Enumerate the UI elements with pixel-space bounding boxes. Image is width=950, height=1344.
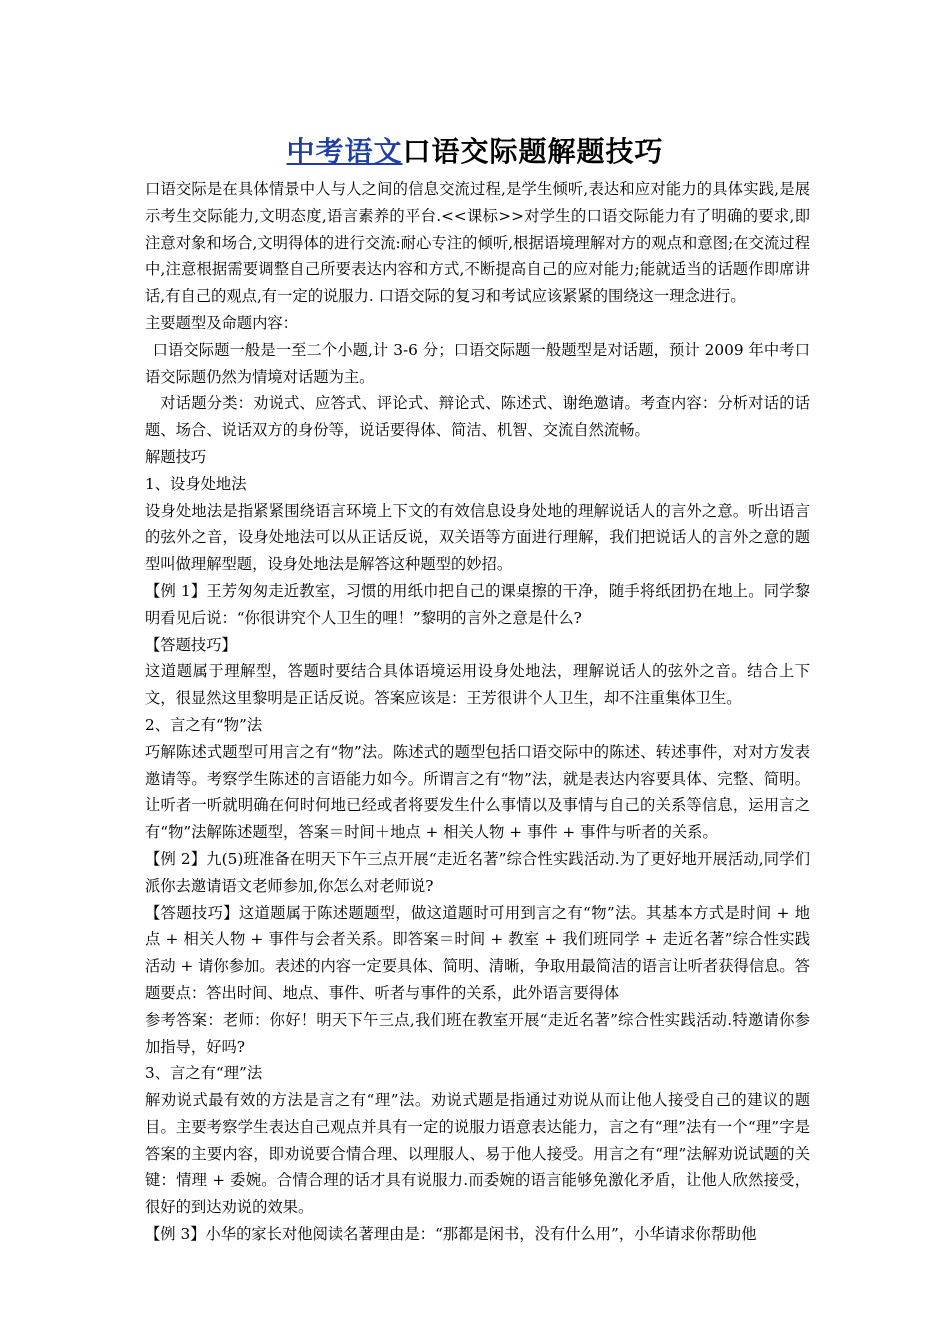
- intro-paragraph: 口语交际是在具体情景中人与人之间的信息交流过程,是学生倾听,表达和应对能力的具体实践,是展示考生交际能力,文明态度,语言素养的平台.<<课标>>对学生的口语交际能力有了明确的要求,即注意对象和场合,文明得体的进行交流:耐心专注的倾听,根据语境理解对方的观点和意图;在交流过程中,注意根据需要调整自己所要表达内容和方式,不断提高自己的应对能力;能就适当的话题作即席讲话,有自己的观点,有一定的说服力. 口语交际的复习和考试应该紧紧的围绕这一理念进行。: [145, 180, 810, 306]
- method-heading: 2、言之有“物”法: [145, 715, 263, 734]
- paragraph: 对话题分类：劝说式、应答式、评论式、辩论式、陈述式、谢绝邀请。考查内容：分析对话的话题、场合、说话双方的身份等，说话要得体、简洁、机智、交流自然流畅。: [145, 394, 810, 440]
- section-heading: 解题技巧: [145, 447, 207, 466]
- paragraph: 口语交际题一般是一至二个小题,计 3-6 分；口语交际题一般题型是对话题，预计 2009 年中考口语交际题仍然为情境对话题为主。: [145, 340, 810, 386]
- example-paragraph: 【例 3】小华的家长对他阅读名著理由是：“那都是闲书，没有什么用”，小华请求你帮助他: [145, 1225, 757, 1244]
- paragraph: 巧解陈述式题型可用言之有“物”法。陈述式的题型包括口语交际中的陈述、转述事件，对对方发表邀请等。考察学生陈述的言语能力如今。所谓言之有“物”法，就是表达内容要具体、完整、简明。让听者一听就明确在何时何地已经或者将要发生什么事情以及事情与自己的关系等信息，运用言之有“物”法解陈述题型，答案＝时间＋地点 + 相关人物 + 事件 + 事件与听者的关系。: [145, 742, 810, 842]
- example-paragraph: 【例 2】九(5)班准备在明天下午三点开展“走近名著”综合性实践活动.为了更好地开展活动,同学们派你去邀请语文老师参加,你怎么对老师说?: [145, 849, 810, 895]
- title-text: 口语交际题解题技巧: [402, 135, 664, 168]
- tip-paragraph: 【答题技巧】这道题属于陈述题题型，做这道题时可用到言之有“物”法。其基本方式是时间 + 地点 + 相关人物 + 事件与会者关系。即答案＝时间 + 教室 + 我们班同学 + 走近名著”综合性实践活动 + 请你参加。表述的内容一定要具体、简明、清晰，争取用最简洁的语言让听者获得信息。答题要点：答出时间、地点、事件、听者与事件的关系，此外语言要得体: [145, 903, 811, 1002]
- paragraph: 这道题属于理解型，答题时要结合具体语境运用设身处地法，理解说话人的弦外之音。结合上下文，很显然这里黎明是正话反说。答案应该是：王芳很讲个人卫生，却不注重集体卫生。: [145, 662, 810, 708]
- section-heading: 主要题型及命题内容：: [145, 313, 298, 332]
- paragraph: 设身处地法是指紧紧围绕语言环境上下文的有效信息设身处地的理解说话人的言外之意。听出语言的弦外之音，设身处地法可以从正话反说，双关语等方面进行理解，我们把说话人的言外之意的题型叫做理解型题，设身处地法是解答这种题型的妙招。: [145, 501, 810, 574]
- method-heading: 1、设身处地法: [145, 474, 247, 493]
- title-link[interactable]: 中考语文: [286, 135, 403, 168]
- tip-heading: 【答题技巧】: [145, 635, 237, 654]
- document-body: [145, 176, 810, 1248]
- answer-paragraph: 参考答案：老师：你好！明天下午三点,我们班在教室开展“走近名著”综合性实践活动.特邀请你参加指导，好吗?: [145, 1010, 810, 1056]
- example-paragraph: 【例 1】王芳匆匆走近教室，习惯的用纸巾把自己的课桌擦的干净，随手将纸团扔在地上。同学黎明看见后说：“你很讲究个人卫生的哩！”黎明的言外之意是什么?: [145, 581, 810, 627]
- paragraph: 解劝说式最有效的方法是言之有“理”法。劝说式题是指通过劝说从而让他人接受自己的建议的题目。主要考察学生表达自己观点并具有一定的说服力语意表达能力，言之有“理”法有一个“理”字是答案的主要内容，即劝说要合情合理、以理服人、易于他人接受。用言之有“理”法解劝说试题的关键：情理 + 委婉。合情合理的话才具有说服力.而委婉的语言能够免激化矛盾，让他人欣然接受，很好的到达劝说的效果。: [145, 1091, 810, 1217]
- method-heading: 3、言之有“理”法: [145, 1064, 263, 1083]
- document-title: [0, 130, 950, 170]
